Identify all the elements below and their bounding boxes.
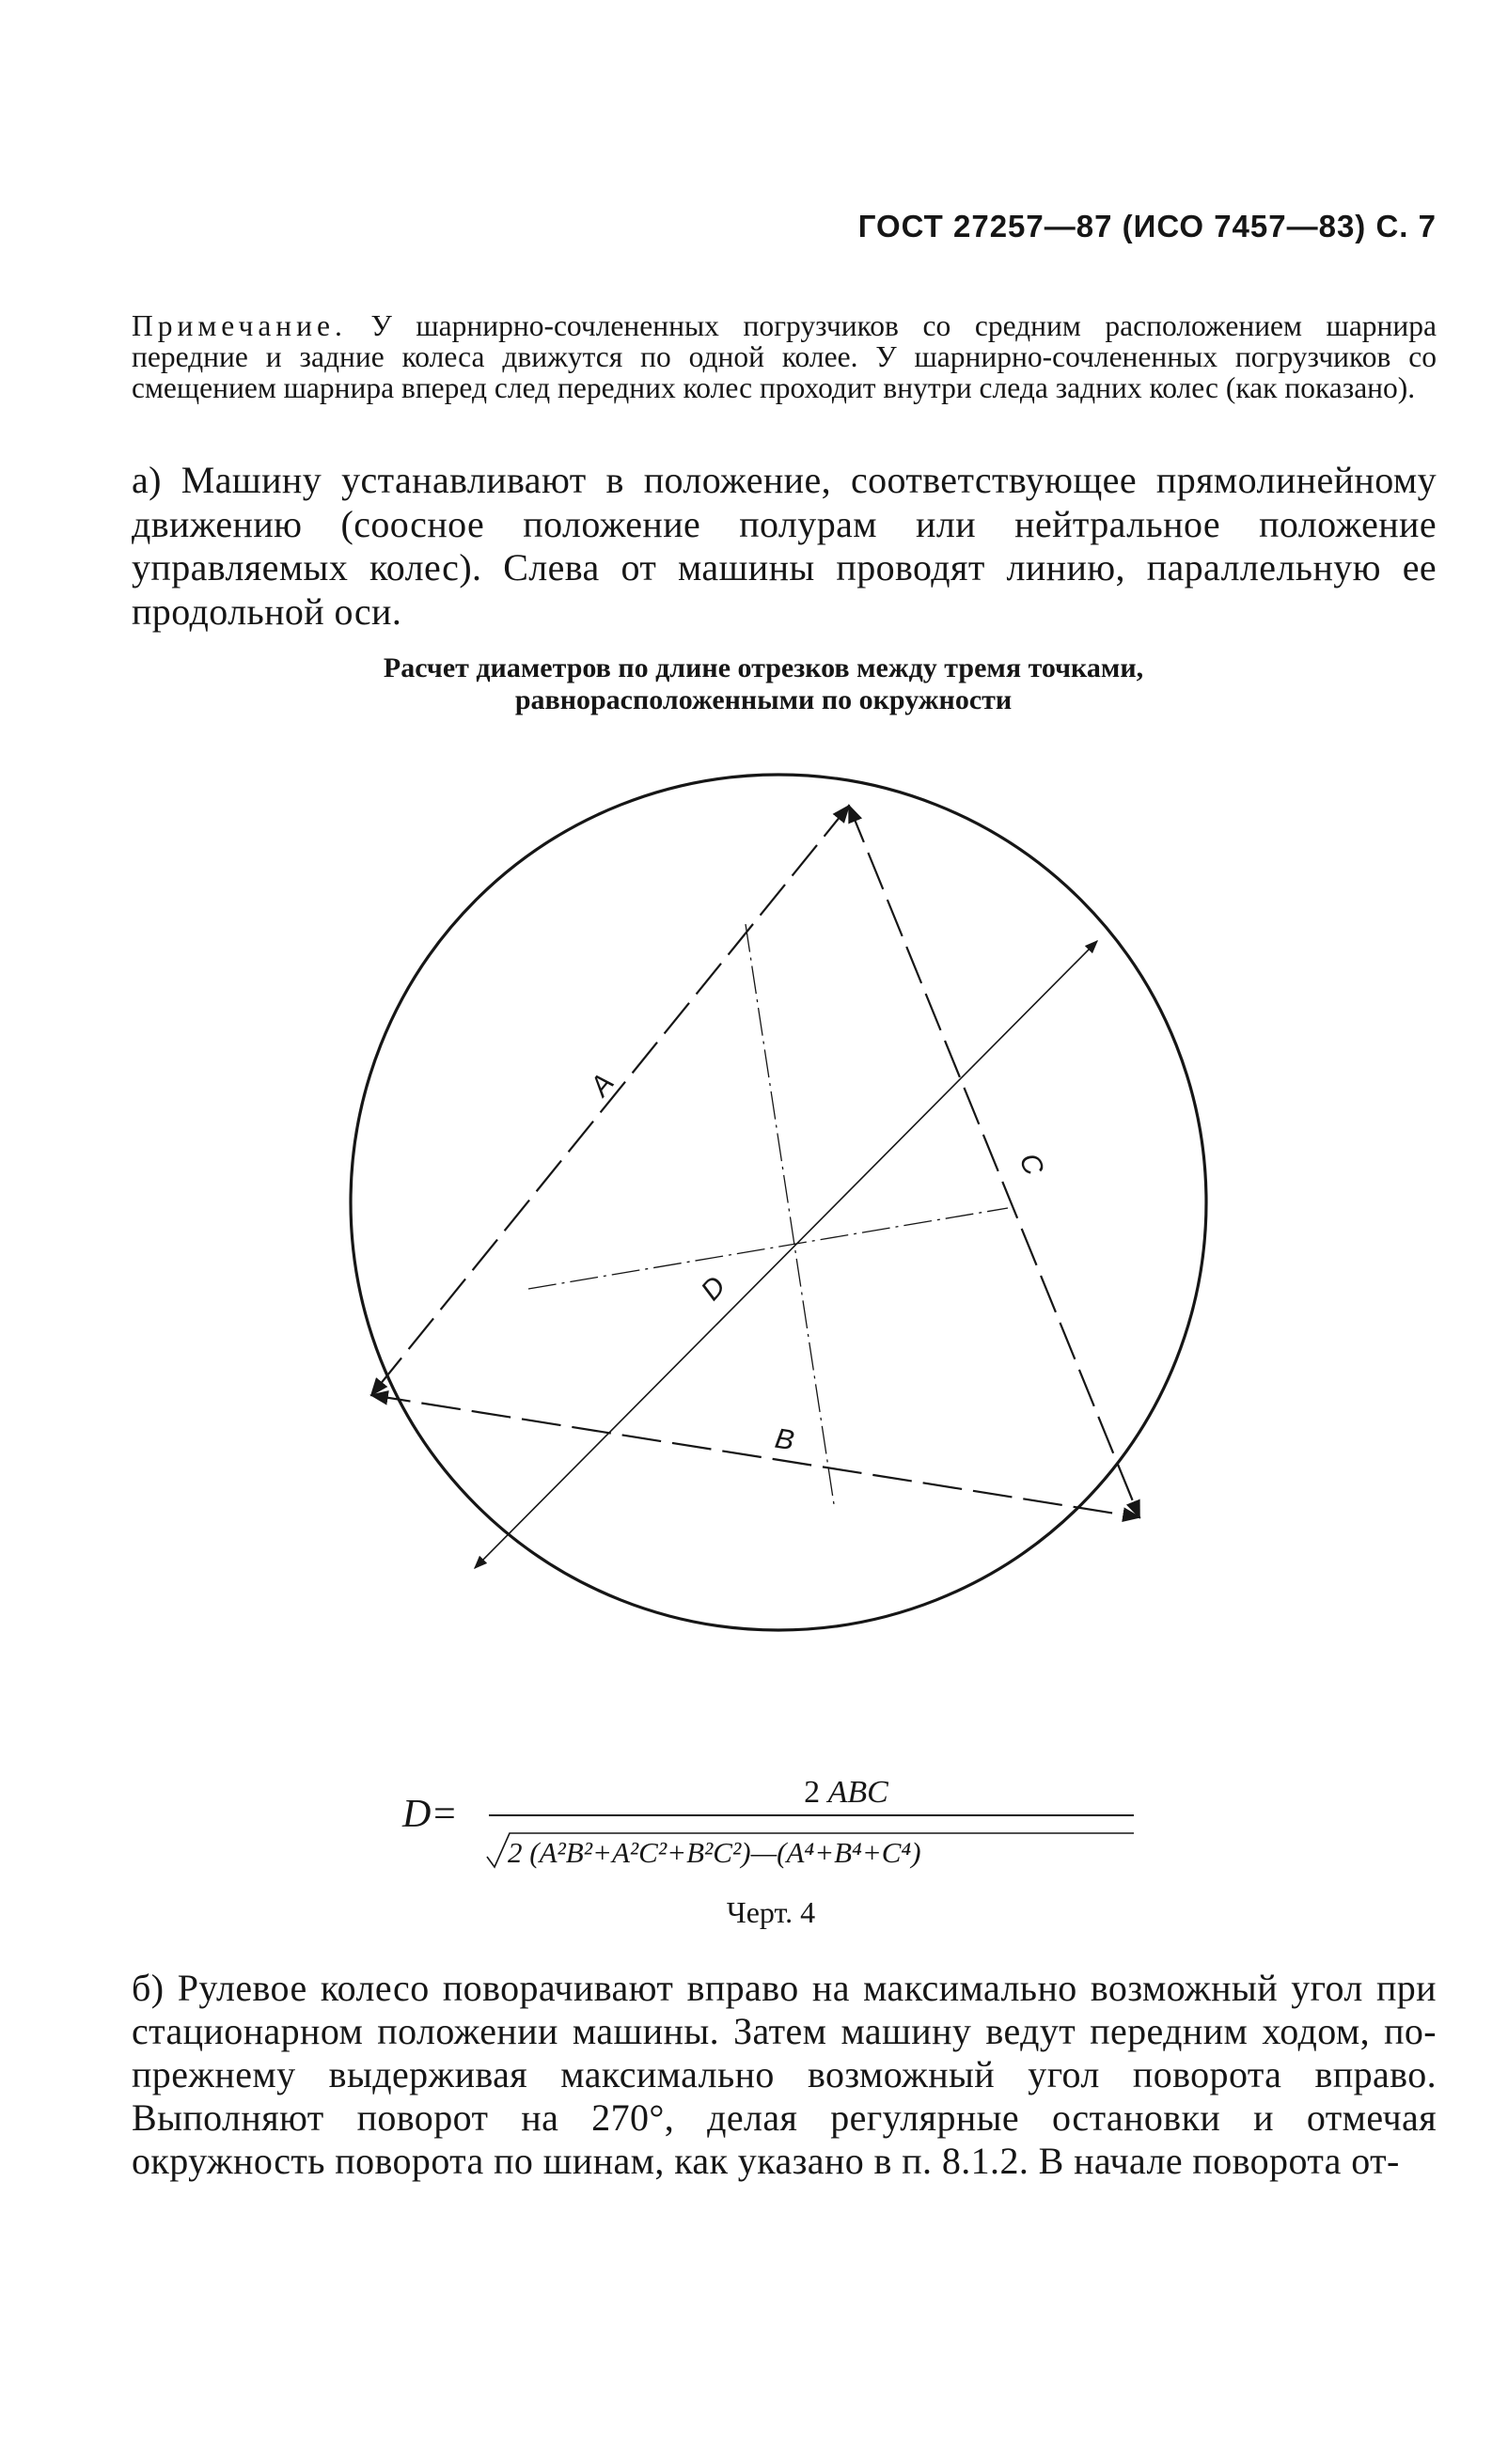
numerator-coef: 2 — [804, 1775, 828, 1810]
bisector-a — [746, 924, 834, 1504]
formula-denominator: 2 (A²B²+A²C²+B²C²)—(A⁴+B⁴+C⁴) — [508, 1836, 921, 1869]
page-header: ГОСТ 27257—87 (ИСО 7457—83) С. 7 — [857, 209, 1437, 243]
numerator-vars: ABC — [827, 1775, 888, 1810]
chord-c — [849, 806, 1139, 1517]
chord-b — [371, 1395, 1139, 1517]
diameter-d — [475, 941, 1097, 1568]
figure-title: Расчет диаметров по длине отрезков между тремя точками, равнорасположенными по окружности — [383, 652, 1144, 715]
label-c: C — [1013, 1149, 1050, 1180]
chord-a — [371, 806, 849, 1395]
label-b: B — [773, 1422, 796, 1457]
note-text: У шарнирно-сочлененных погрузчиков со средним расположением шарнира передние и задние колеса движутся по одной колее. У шарнирно-сочлененных погрузчиков со смещением шарнира вперед след передних колес проходит внутри следа задних колес (как показано). — [132, 309, 1437, 404]
paragraph-a: а) Машину устанавливают в положение, соответствующее прямолинейному движению (соосное положение полурам или нейтральное положение управляемых колес). Слева от машины проводят линию, параллельную ее продольной оси. — [132, 459, 1437, 633]
paragraph-b: б) Рулевое колесо поворачивают вправо на максимально возможный угол при стационарном положении машины. Затем машину ведут передним ходом, по-прежнему выдерживая максимально возможный угол поворота вправо. Выполняют поворот на 270°, делая регулярные остановки и отмечая окружность поворота по шинам, как указано в п. 8.1.2. В начале поворота от- — [132, 1967, 1437, 2182]
note-lead: Примечание. — [132, 309, 347, 342]
figure-caption: Черт. 4 — [726, 1895, 816, 1929]
formula-lhs: D= — [402, 1793, 458, 1836]
formula-numerator — [696, 1775, 997, 1811]
label-d: D — [695, 1270, 732, 1307]
label-a: A — [584, 1067, 620, 1103]
bisector-c — [528, 1208, 1008, 1289]
outer-circle — [351, 775, 1206, 1630]
